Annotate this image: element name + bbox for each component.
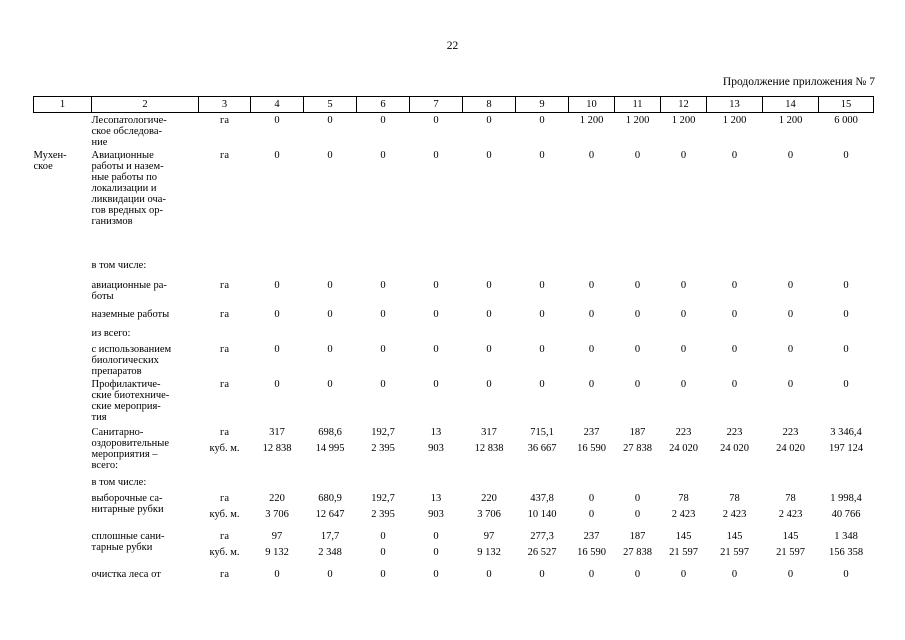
value-cell-col-10: 1 200 (579, 115, 604, 126)
column-number-1: 1 (34, 97, 92, 113)
value-cell-col-14: 0 (787, 309, 794, 320)
value-cell-col-4: 0 (274, 115, 280, 126)
value-cell-col-8 (463, 326, 516, 342)
value-cell-col-5: 0 (327, 280, 333, 291)
value-cell-col-11: 0 (634, 280, 641, 291)
value-cell-col-6: 192,7 2 395 (371, 427, 395, 454)
value-cell-col-9: 0 (539, 150, 545, 161)
value-cell-col-4 (251, 475, 304, 491)
table-body (34, 113, 874, 584)
value-cell-col-4 (251, 326, 304, 342)
value-cell-col-10: 0 (588, 344, 595, 355)
value-cell-col-12: 0 (680, 280, 687, 291)
column-number-5: 5 (304, 97, 357, 113)
region-cell (34, 326, 92, 342)
unit-cell: га куб. м. (209, 493, 240, 520)
region-cell (34, 529, 92, 567)
work-type-cell: Санитарно- оздоровительные мероприятия – всего: (91, 427, 169, 471)
value-cell-col-12: 0 (680, 569, 687, 580)
value-cell-col-13 (707, 475, 763, 491)
value-cell-col-4: 97 9 132 (265, 531, 289, 558)
value-cell-col-13: 0 (731, 309, 738, 320)
value-cell-col-11: 0 (634, 344, 641, 355)
region-cell (34, 258, 92, 278)
column-number-6: 6 (357, 97, 410, 113)
column-number-10: 10 (569, 97, 615, 113)
region-cell (34, 475, 92, 491)
value-cell-col-13: 0 (731, 150, 738, 161)
value-cell-col-13 (707, 258, 763, 278)
value-cell-col-4: 0 (274, 280, 280, 291)
unit-cell (199, 258, 251, 278)
data-table (33, 96, 874, 583)
value-cell-col-13: 0 (731, 569, 738, 580)
value-cell-col-7: 0 (433, 280, 439, 291)
value-cell-col-7: 13 903 (428, 427, 444, 454)
value-cell-col-5: 0 (327, 309, 333, 320)
column-number-13: 13 (707, 97, 763, 113)
value-cell-col-12: 223 24 020 (669, 427, 698, 454)
unit-cell (199, 326, 251, 342)
value-cell-col-4: 0 (274, 150, 280, 161)
value-cell-col-7: 0 (433, 569, 439, 580)
value-cell-col-9 (516, 475, 569, 491)
value-cell-col-13: 145 21 597 (720, 531, 749, 558)
value-cell-col-11 (615, 258, 661, 278)
value-cell-col-14: 0 (787, 344, 794, 355)
work-type-cell: выборочные са- нитарные рубки (91, 493, 164, 515)
value-cell-col-9: 277,3 26 527 (527, 531, 557, 558)
value-cell-col-4: 0 (274, 569, 280, 580)
region-cell (34, 113, 92, 149)
work-type-cell: сплошные сани- тарные рубки (91, 531, 165, 553)
value-cell-col-9: 0 (539, 280, 545, 291)
value-cell-col-6: 192,7 2 395 (371, 493, 395, 520)
value-cell-col-6: 0 0 (380, 531, 386, 558)
value-cell-col-15: 0 (843, 569, 849, 580)
region-cell (34, 342, 92, 377)
value-cell-col-12 (661, 258, 707, 278)
value-cell-col-15: 6 000 (834, 115, 858, 126)
value-cell-col-5: 0 (327, 115, 333, 126)
work-type-cell: очистка леса от (91, 569, 161, 580)
table-row (34, 475, 874, 491)
value-cell-col-11: 0 (634, 309, 641, 320)
unit-cell: га (220, 379, 229, 390)
value-cell-col-15 (819, 475, 874, 491)
table-row (34, 342, 874, 377)
value-cell-col-9: 0 (539, 115, 545, 126)
value-cell-col-7: 0 0 (433, 531, 439, 558)
value-cell-col-5: 17,7 2 348 (318, 531, 342, 558)
appendix-caption: Продолжение приложения № 7 (722, 76, 875, 88)
value-cell-col-5: 0 (327, 150, 333, 161)
value-cell-col-14 (763, 475, 819, 491)
unit-cell: га (220, 280, 229, 291)
work-type-cell: Авиационные работы и назем- ные работы по локализации и ликвидации оча- гов вредных ор- ганизмов (91, 150, 166, 227)
value-cell-col-10: 0 (588, 309, 595, 320)
value-cell-col-6: 0 (380, 379, 386, 390)
work-type-cell: авиационные ра- боты (91, 280, 167, 302)
value-cell-col-6: 0 (380, 150, 386, 161)
value-cell-col-7: 0 (433, 115, 439, 126)
value-cell-col-9 (516, 326, 569, 342)
column-number-11: 11 (615, 97, 661, 113)
value-cell-col-15: 1 998,4 40 766 (830, 493, 862, 520)
value-cell-col-14: 0 (787, 150, 794, 161)
value-cell-col-11: 187 27 838 (623, 531, 652, 558)
value-cell-col-11: 0 (634, 379, 641, 390)
value-cell-col-12: 0 (680, 150, 687, 161)
value-cell-col-6: 0 (380, 569, 386, 580)
value-cell-col-7: 0 (433, 309, 439, 320)
value-cell-col-12 (661, 475, 707, 491)
value-cell-col-4: 317 12 838 (262, 427, 292, 454)
column-number-4: 4 (251, 97, 304, 113)
unit-cell: га (220, 115, 229, 126)
work-type-cell: наземные работы (91, 309, 170, 320)
value-cell-col-8: 0 (486, 150, 492, 161)
table-row (34, 567, 874, 583)
unit-cell: га куб. м. (209, 427, 240, 454)
page-number: 22 (446, 40, 459, 52)
table-row (34, 278, 874, 307)
value-cell-col-10 (569, 475, 615, 491)
value-cell-col-9: 0 (539, 344, 545, 355)
value-cell-col-14: 78 2 423 (778, 493, 803, 520)
value-cell-col-8: 220 3 706 (477, 493, 501, 520)
table-row (34, 113, 874, 149)
column-number-12: 12 (661, 97, 707, 113)
column-number-2: 2 (92, 97, 199, 113)
value-cell-col-8: 0 (486, 280, 492, 291)
table-row (34, 491, 874, 529)
region-cell: Мухен- ское (33, 150, 67, 172)
table-row (34, 377, 874, 425)
column-number-8: 8 (463, 97, 516, 113)
value-cell-col-14 (763, 326, 819, 342)
value-cell-col-5: 698,6 14 995 (315, 427, 345, 454)
value-cell-col-8 (463, 475, 516, 491)
value-cell-col-14: 223 24 020 (776, 427, 805, 454)
value-cell-col-5: 680,9 12 647 (315, 493, 345, 520)
value-cell-col-8: 0 (486, 115, 492, 126)
region-cell (34, 307, 92, 326)
value-cell-col-7: 0 (433, 379, 439, 390)
region-cell (34, 491, 92, 529)
value-cell-col-6 (357, 258, 410, 278)
unit-cell: га (220, 150, 229, 161)
unit-cell (199, 475, 251, 491)
value-cell-col-6: 0 (380, 344, 386, 355)
column-number-15: 15 (819, 97, 874, 113)
value-cell-col-13: 78 2 423 (722, 493, 747, 520)
value-cell-col-6 (357, 326, 410, 342)
value-cell-col-10: 0 (588, 379, 595, 390)
value-cell-col-14: 1 200 (778, 115, 803, 126)
column-number-9: 9 (516, 97, 569, 113)
table-row (34, 307, 874, 326)
value-cell-col-10 (569, 258, 615, 278)
work-type-cell: в том числе: (91, 477, 147, 488)
value-cell-col-9 (516, 258, 569, 278)
value-cell-col-4: 0 (274, 309, 280, 320)
value-cell-col-6 (357, 475, 410, 491)
value-cell-col-15: 0 (843, 150, 849, 161)
value-cell-col-14: 0 (787, 280, 794, 291)
value-cell-col-7 (410, 326, 463, 342)
value-cell-col-10: 0 (588, 569, 595, 580)
table-row (34, 148, 874, 258)
value-cell-col-11: 0 0 (634, 493, 641, 520)
value-cell-col-8: 0 (486, 344, 492, 355)
column-number-row (34, 97, 874, 113)
unit-cell: га (220, 569, 229, 580)
value-cell-col-11 (615, 475, 661, 491)
value-cell-col-10: 237 16 590 (577, 427, 606, 454)
table-row (34, 326, 874, 342)
value-cell-col-4: 0 (274, 379, 280, 390)
value-cell-col-12: 78 2 423 (671, 493, 696, 520)
value-cell-col-7 (410, 258, 463, 278)
value-cell-col-15: 0 (843, 379, 849, 390)
value-cell-col-10: 0 (588, 150, 595, 161)
value-cell-col-10: 0 (588, 280, 595, 291)
value-cell-col-4 (251, 258, 304, 278)
unit-cell: га куб. м. (209, 531, 240, 558)
value-cell-col-8 (463, 258, 516, 278)
value-cell-col-11: 1 200 (625, 115, 650, 126)
value-cell-col-9: 437,8 10 140 (527, 493, 557, 520)
table-row (34, 258, 874, 278)
work-type-cell: с использованием биологических препаратов (91, 344, 172, 377)
value-cell-col-9: 715,1 36 667 (527, 427, 557, 454)
value-cell-col-8: 97 9 132 (477, 531, 501, 558)
value-cell-col-13: 0 (731, 280, 738, 291)
value-cell-col-6: 0 (380, 309, 386, 320)
value-cell-col-13: 1 200 (722, 115, 747, 126)
value-cell-col-13: 223 24 020 (720, 427, 749, 454)
value-cell-col-8: 0 (486, 309, 492, 320)
table-row (34, 529, 874, 567)
value-cell-col-12: 0 (680, 344, 687, 355)
region-cell (34, 278, 92, 307)
value-cell-col-15 (819, 258, 874, 278)
value-cell-col-14: 0 (787, 569, 794, 580)
value-cell-col-9: 0 (539, 309, 545, 320)
value-cell-col-12: 145 21 597 (669, 531, 698, 558)
value-cell-col-5: 0 (327, 344, 333, 355)
value-cell-col-13 (707, 326, 763, 342)
value-cell-col-12: 0 (680, 379, 687, 390)
work-type-cell: Лесопатологиче- ское обследова- ние (91, 115, 167, 148)
value-cell-col-10: 237 16 590 (577, 531, 606, 558)
value-cell-col-5: 0 (327, 569, 333, 580)
region-cell (34, 567, 92, 583)
region-cell (34, 377, 92, 425)
unit-cell: га (220, 309, 229, 320)
value-cell-col-14: 145 21 597 (776, 531, 805, 558)
value-cell-col-6: 0 (380, 115, 386, 126)
value-cell-col-8: 317 12 838 (474, 427, 504, 454)
table-row (34, 425, 874, 475)
region-cell (34, 425, 92, 475)
value-cell-col-14 (763, 258, 819, 278)
column-number-7: 7 (410, 97, 463, 113)
value-cell-col-11: 0 (634, 569, 641, 580)
value-cell-col-13: 0 (731, 379, 738, 390)
column-number-3: 3 (199, 97, 251, 113)
value-cell-col-5 (304, 326, 357, 342)
value-cell-col-12: 1 200 (671, 115, 696, 126)
value-cell-col-5 (304, 258, 357, 278)
value-cell-col-5: 0 (327, 379, 333, 390)
value-cell-col-12 (661, 326, 707, 342)
value-cell-col-15: 3 346,4 197 124 (828, 427, 864, 454)
work-type-cell: из всего: (91, 328, 131, 339)
value-cell-col-7: 0 (433, 150, 439, 161)
value-cell-col-7 (410, 475, 463, 491)
value-cell-col-4: 0 (274, 344, 280, 355)
value-cell-col-14: 0 (787, 379, 794, 390)
value-cell-col-11 (615, 326, 661, 342)
value-cell-col-6: 0 (380, 280, 386, 291)
value-cell-col-11: 187 27 838 (623, 427, 652, 454)
value-cell-col-15: 0 (843, 309, 849, 320)
work-type-cell: в том числе: (91, 260, 147, 271)
unit-cell: га (220, 344, 229, 355)
value-cell-col-13: 0 (731, 344, 738, 355)
value-cell-col-8: 0 (486, 379, 492, 390)
value-cell-col-10: 0 0 (588, 493, 595, 520)
value-cell-col-5 (304, 475, 357, 491)
work-type-cell: Профилактиче- ские биотехниче- ские мероприя- тия (91, 379, 170, 423)
value-cell-col-12: 0 (680, 309, 687, 320)
value-cell-col-15: 1 348 156 358 (828, 531, 864, 558)
value-cell-col-10 (569, 326, 615, 342)
value-cell-col-7: 0 (433, 344, 439, 355)
value-cell-col-15 (819, 326, 874, 342)
value-cell-col-9: 0 (539, 379, 545, 390)
value-cell-col-15: 0 (843, 280, 849, 291)
value-cell-col-9: 0 (539, 569, 545, 580)
value-cell-col-7: 13 903 (428, 493, 444, 520)
value-cell-col-8: 0 (486, 569, 492, 580)
value-cell-col-11: 0 (634, 150, 641, 161)
value-cell-col-4: 220 3 706 (265, 493, 289, 520)
column-number-14: 14 (763, 97, 819, 113)
value-cell-col-15: 0 (843, 344, 849, 355)
